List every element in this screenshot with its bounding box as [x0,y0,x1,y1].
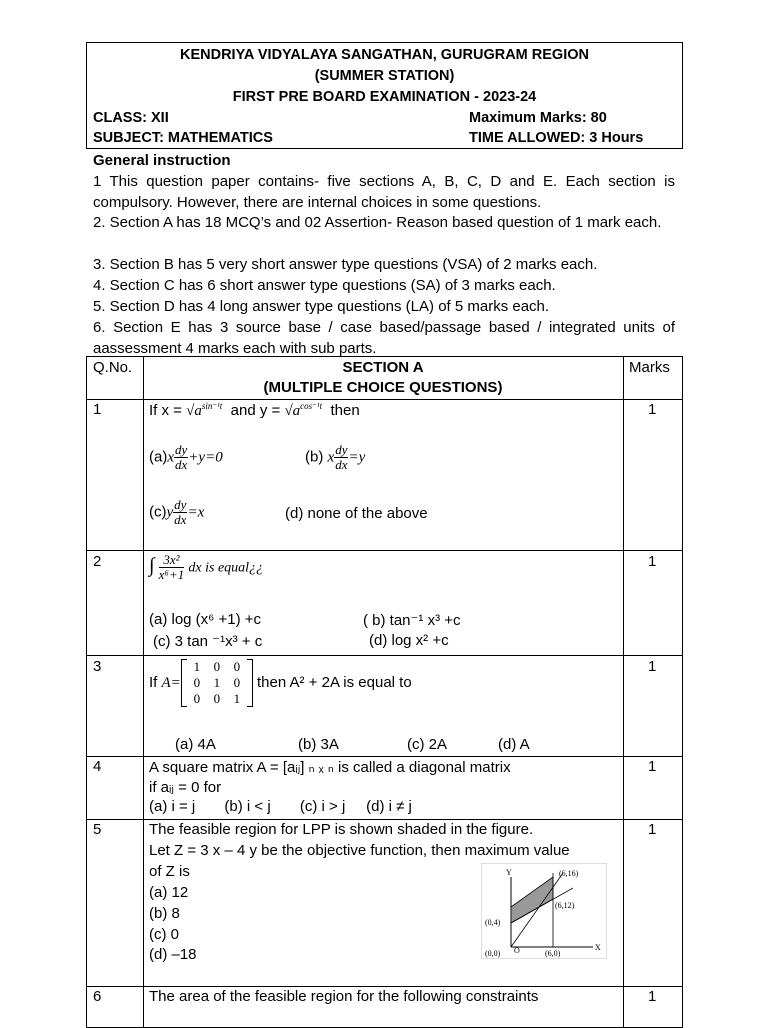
station: (SUMMER STATION) [314,68,455,84]
q1-stem: If $x = √a^{sin^{-1}t}$ and $y = √a^{cos^{-1}t}$ then [149,401,360,419]
q5-line1: The feasible region for LPP is shown shaded in the figure. [149,821,534,838]
instruction-6: 6. Section E has 3 source base / case based/passage based / integrated units of aassessment 4 marks each with sub parts. [93,319,675,357]
school-name: KENDRIYA VIDYALAYA SANGATHAN, GURUGRAM REGION [179,47,589,63]
q2-option-c: (c) 3 tan ⁻¹x³ + c [153,633,263,650]
q4-number: 4 [93,758,102,775]
instructions-title: General instruction [93,152,231,169]
max-marks: Maximum Marks: 80 [469,110,607,126]
marks-header: Marks [629,359,670,376]
instruction-4: 4. Section C has 6 short answer type questions (SA) of 3 marks each. [93,277,556,294]
exam-title: FIRST PRE BOARD EXAMINATION - 2023-24 [232,89,537,105]
q2-option-a: (a) log (x⁶ +1) +c [149,611,262,628]
identity-matrix: 1 0 0 0 1 0 0 0 1 [181,659,253,707]
q2-marks: 1 [648,553,657,570]
label-6-0: (6,0) [545,949,561,958]
q6-marks: 1 [648,988,657,1005]
instruction-5: 5. Section D has 4 long answer type questions (LA) of 5 marks each. [93,298,550,315]
q1-number: 1 [93,401,102,418]
q1-option-a: (a)x $\frac{dy}{dx}$ +y=0 [149,442,223,472]
q6-line1: The area of the feasible region for the following constraints [149,988,539,1005]
instruction-2: 2. Section A has 18 MCQ’s and 02 Assertion- Reason based question of 1 mark each. [93,214,662,231]
class-label: CLASS: XII [93,110,169,126]
label-6-16: (6,16) [559,869,579,878]
lpp-feasible-region-figure [481,863,607,959]
question-table [86,356,683,1028]
q2-number: 2 [93,553,102,570]
q3-number: 3 [93,658,102,675]
q5-option-d: (d) –18 [149,946,197,963]
qno-header: Q.No. [93,359,133,376]
q5-number: 5 [93,821,102,838]
q1-option-b: (b) x $\frac{dy}{dx}$ =y [305,442,366,472]
q2-option-b: ( b) tan⁻¹ x³ +c [363,612,461,629]
q4-options: (a) i = j (b) i < j (c) i > j (d) i ≠ j [149,798,412,815]
section-title: SECTION A [342,359,424,376]
q3-option-d: (d) A [498,736,530,753]
feasible-region [511,877,553,923]
q3-marks: 1 [648,658,657,675]
q5-marks: 1 [648,821,657,838]
label-o: O [514,946,520,955]
time-allowed: TIME ALLOWED: 3 Hours [469,130,644,146]
label-0-4: (0,4) [485,918,501,927]
subject-label: SUBJECT: MATHEMATICS [93,130,273,146]
q5-line2: Let Z = 3 x – 4 y be the objective function, then maximum value [149,842,570,859]
q2-option-d: (d) log x² +c [369,632,449,649]
header-box [86,42,683,149]
q4-line2: if aᵢⱼ = 0 for [149,779,222,796]
label-origin: (0,0) [485,949,501,958]
label-y: Y [506,868,512,877]
q3-option-a: (a) 4A [175,736,216,753]
section-subtitle: (MULTIPLE CHOICE QUESTIONS) [263,379,503,396]
instruction-1: 1 This question paper contains- five sections A, B, C, D and E. Each section is compulsory. However, there are internal choices in some questions. [93,173,675,211]
q5-line3: of Z is [149,863,190,880]
q5-option-b: (b) 8 [149,905,180,922]
q2-stem: ∫ $\frac{\text{3x²}}{\text{x⁶+1}}$ dx is equal¿¿ [149,552,264,582]
q3-option-c: (c) 2A [407,736,448,753]
q5-option-c: (c) 0 [149,926,179,943]
instruction-3: 3. Section B has 5 very short answer type questions (VSA) of 2 marks each. [93,256,598,273]
q4-marks: 1 [648,758,657,775]
label-x: X [595,943,601,952]
q5-option-a: (a) 12 [149,884,189,901]
q3-stem: If A=1 0 0 0 1 0 0 0 1 then A² + 2A is equal to [149,659,412,706]
q1-option-d: (d) none of the above [285,505,428,522]
q3-option-b: (b) 3A [298,736,339,753]
q4-line1: A square matrix A = [aᵢⱼ] ₙ ₓ ₙ is called a diagonal matrix [149,759,511,776]
label-6-12: (6,12) [555,901,575,910]
q1-marks: 1 [648,401,657,418]
q6-number: 6 [93,988,102,1005]
q1-option-c: (c)y $\frac{dy}{dx}$ =x [149,497,205,527]
